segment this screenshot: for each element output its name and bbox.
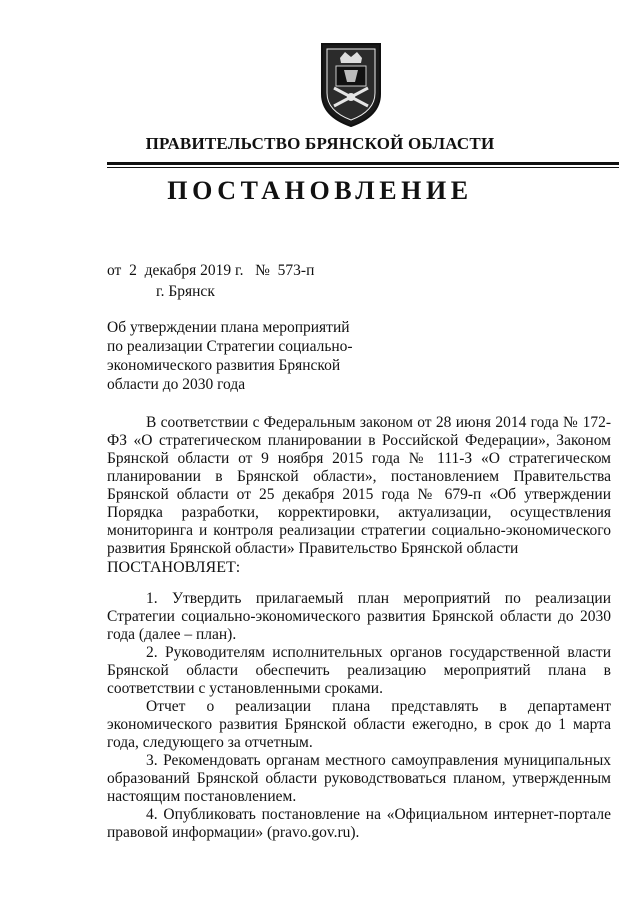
subject-line: области до 2030 года xyxy=(107,376,246,393)
document-body xyxy=(107,414,611,842)
item-paragraph: 2. Руководителям исполнительных органов государственной власти Брянской области обеспечить реализацию мероприятий плана в соответствии с установленными сроками. xyxy=(107,644,611,697)
subject-line: по реализации Стратегии социально- xyxy=(107,338,353,355)
resolves-label: ПОСТАНОВЛЯЕТ: xyxy=(107,559,241,576)
header-rule-thick xyxy=(107,162,619,165)
document-type-title: ПОСТАНОВЛЕНИЕ xyxy=(167,176,473,205)
city: г. Брянск xyxy=(156,283,215,300)
subject-line: экономического развития Брянской xyxy=(107,357,341,374)
subject-line: Об утверждении плана мероприятий xyxy=(107,319,350,336)
organization-title: ПРАВИТЕЛЬСТВО БРЯНСКОЙ ОБЛАСТИ xyxy=(145,134,495,153)
item-paragraph: 3. Рекомендовать органам местного самоуправления муниципальных образований Брянской области руководствоваться планом, утвержденным настоящим постановлением. xyxy=(107,752,611,805)
header-rule-thin xyxy=(107,167,619,168)
item-paragraph: 1. Утвердить прилагаемый план мероприятий по реализации Стратегии социально-экономического развития Брянской области до 2030 года (далее – план). xyxy=(107,590,611,643)
bryansk-coat-of-arms-icon xyxy=(312,36,390,128)
preamble-paragraph: В соответствии с Федеральным законом от 28 июня 2014 года № 172-ФЗ «О стратегическом планировании в Российской Федерации», Законом Брянской области от 9 ноября 2015 года № 111-З «О стратегическом планировании в Брянской области», постановлением Правительства Брянской области от 25 декабря 2015 года № 679-п «Об утверждении Порядка разработки, корректировки, актуализации, осуществления мониторинга и контроля реализации стратегии социально-экономического развития Брянской области» Правительство Брянской области xyxy=(107,414,611,557)
item-paragraph: 4. Опубликовать постановление на «Официальном интернет-портале правовой информации» (pravo.gov.ru). xyxy=(107,806,611,841)
item-paragraph: Отчет о реализации плана представлять в департамент экономического развития Брянской области ежегодно, в срок до 1 марта года, следующего за отчетным. xyxy=(107,698,611,751)
document-subject xyxy=(107,318,353,394)
date-and-number: от 2 декабря 2019 г. № 573-п xyxy=(107,262,315,279)
